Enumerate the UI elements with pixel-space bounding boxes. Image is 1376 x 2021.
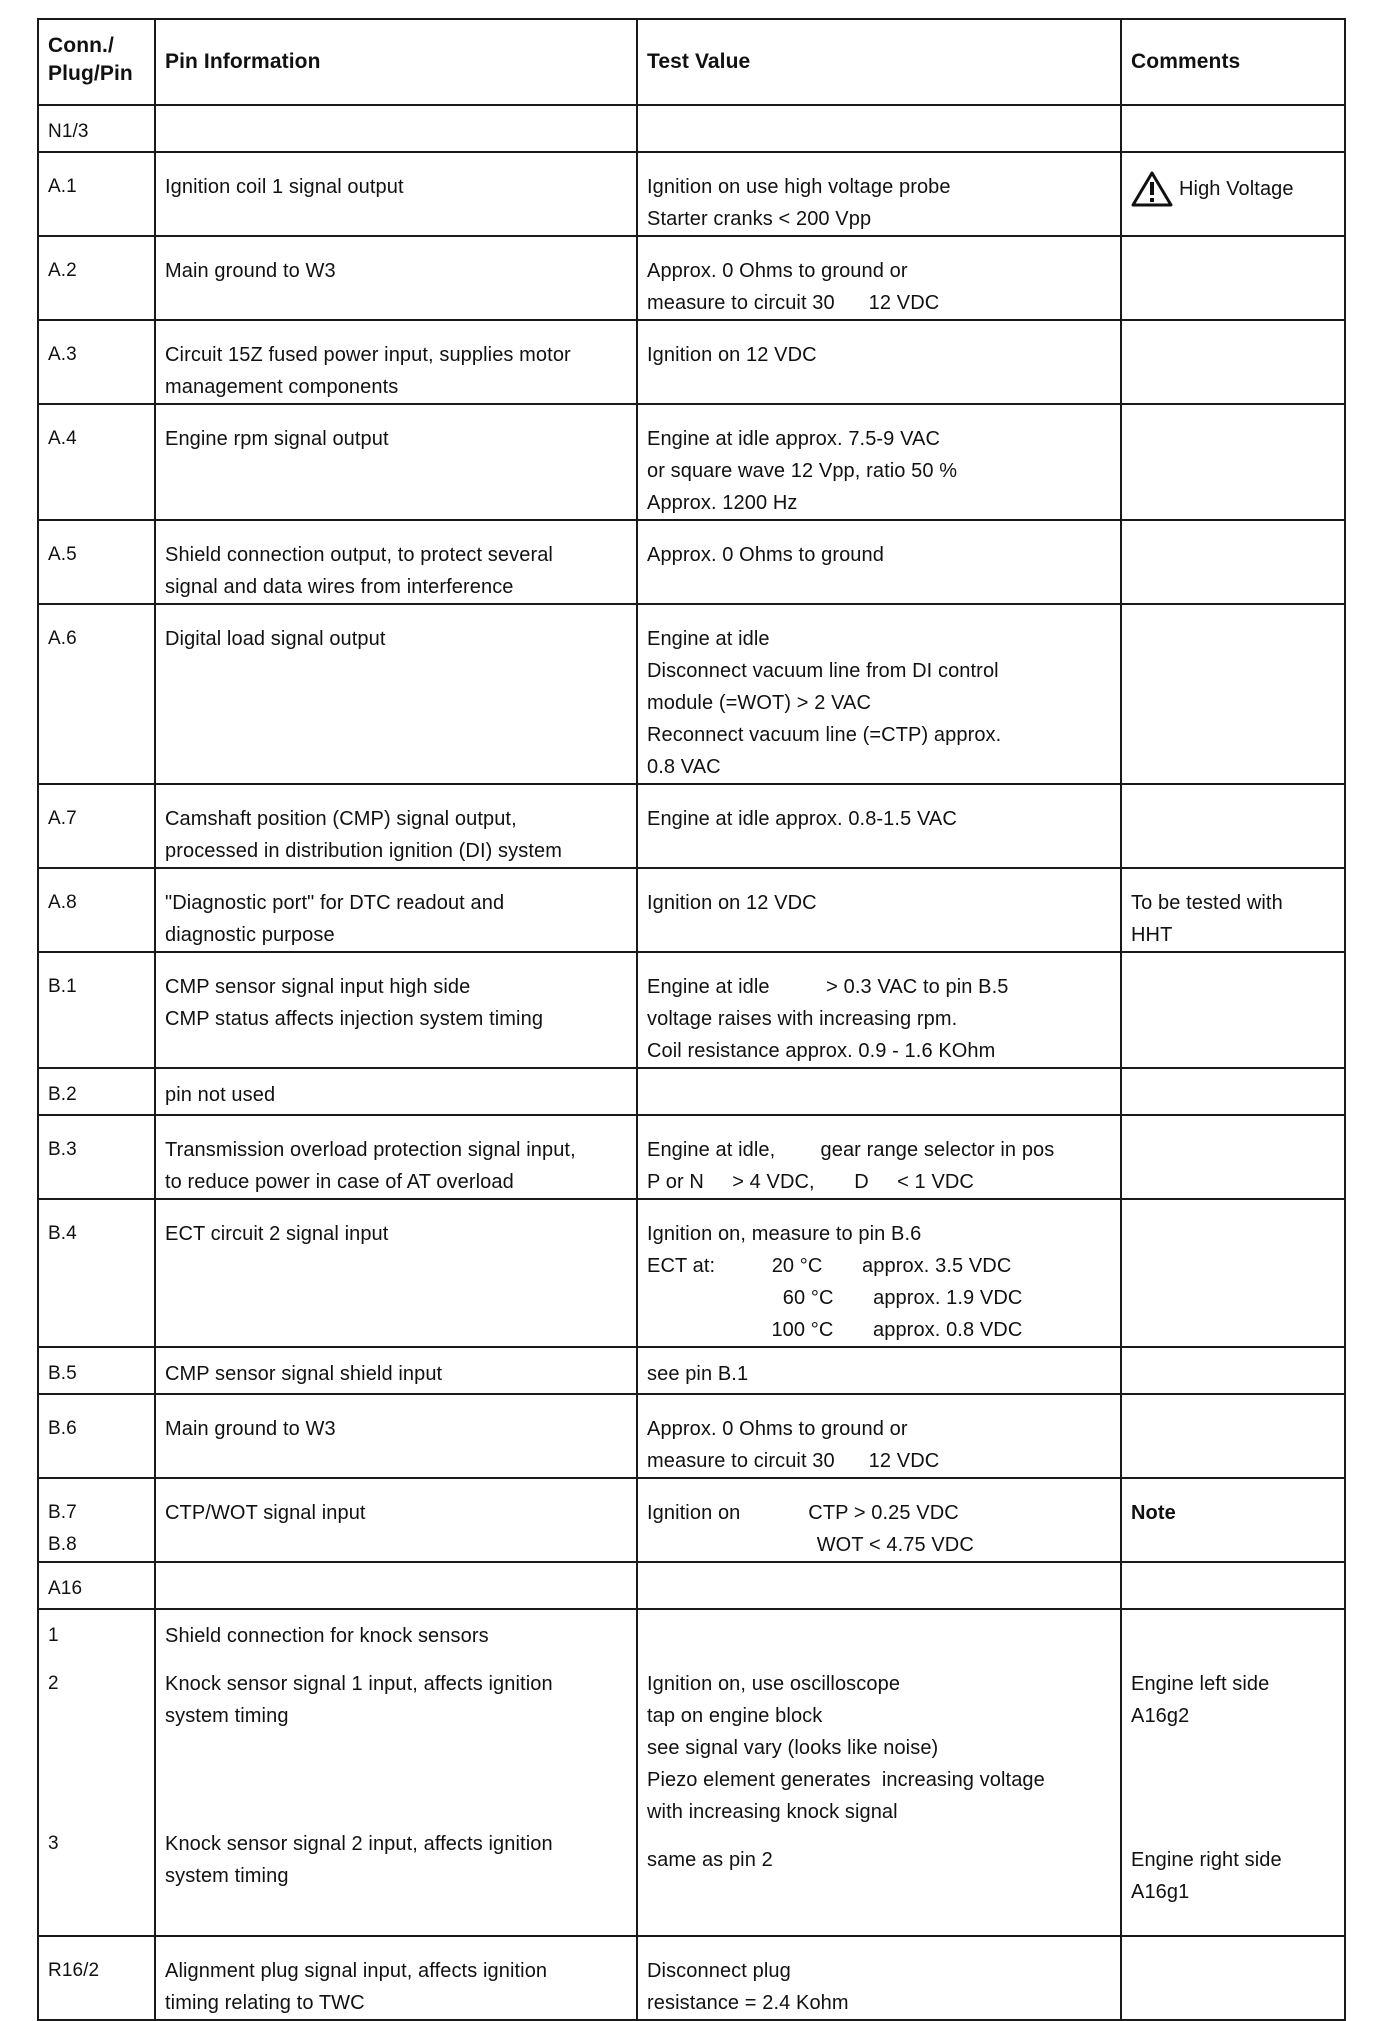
table-row-b1: [38, 952, 1345, 1068]
conn-cell: B.3: [38, 1115, 155, 1199]
pin-info-cell: Transmission overload protection signal input, to reduce power in case of AT overload: [155, 1115, 637, 1199]
header-comments: Comments: [1121, 19, 1345, 105]
pin-info-cell: CMP sensor signal input high side CMP status affects injection system timing: [155, 952, 637, 1068]
table-row-a5: [38, 520, 1345, 604]
pin-info-cell: "Diagnostic port" for DTC readout and diagnostic purpose: [155, 868, 637, 952]
conn-cell: B.1: [38, 952, 155, 1068]
conn-cell: B.4: [38, 1199, 155, 1347]
conn-cell: B.5: [38, 1347, 155, 1394]
test-value-cell: Ignition on 12 VDC: [637, 868, 1121, 952]
table-row-a2: [38, 236, 1345, 320]
pin-info-cell: Main ground to W3: [155, 236, 637, 320]
table-row-a6: [38, 604, 1345, 784]
table-row-a4: [38, 404, 1345, 520]
test-value-cell: see pin B.1: [637, 1347, 1121, 1394]
table-row-b2: [38, 1068, 1345, 1115]
header-test-value: Test Value: [637, 19, 1121, 105]
pin-info-cell: ECT circuit 2 signal input: [155, 1199, 637, 1347]
pin-info-cell: Digital load signal output: [155, 604, 637, 784]
pin-info-cell: Alignment plug signal input, affects ignition timing relating to TWC: [155, 1936, 637, 2020]
conn-cell: B.2: [38, 1068, 155, 1115]
table-row-a8: [38, 868, 1345, 952]
pin-test-table: [37, 18, 1346, 2021]
header-pin-information: Pin Information: [155, 19, 637, 105]
test-value-cell: Ignition on CTP > 0.25 VDC WOT < 4.75 VDC: [637, 1478, 1121, 1562]
conn-cell: A.6: [38, 604, 155, 784]
test-value-cell: Engine at idle approx. 7.5-9 VAC or square wave 12 Vpp, ratio 50 % Approx. 1200 Hz: [637, 404, 1121, 520]
conn-cell: 1 2 3: [38, 1609, 155, 1936]
pin-info-cell: pin not used: [155, 1068, 637, 1115]
test-value-cell: Engine at idle, gear range selector in pos P or N > 4 VDC, D < 1 VDC: [637, 1115, 1121, 1199]
test-value-cell: Ignition on 12 VDC: [637, 320, 1121, 404]
conn-cell: B.6: [38, 1394, 155, 1478]
table-row-a7: [38, 784, 1345, 868]
conn-cell: A.1: [38, 152, 155, 236]
pin-info-cell: Circuit 15Z fused power input, supplies motor management components: [155, 320, 637, 404]
table-row-a3: [38, 320, 1345, 404]
table-row-r16-2: [38, 1936, 1345, 2020]
table-row-b7-b8: [38, 1478, 1345, 1562]
table-row-b4: [38, 1199, 1345, 1347]
comment-cell: Engine left side A16g2 Engine right side A16g1: [1121, 1609, 1345, 1936]
pin-info-cell: Ignition coil 1 signal output: [155, 152, 637, 236]
comment-cell: [1121, 152, 1345, 236]
conn-cell: A.5: [38, 520, 155, 604]
test-value-cell: Approx. 0 Ohms to ground or measure to circuit 30 12 VDC: [637, 236, 1121, 320]
table-row-knock-sensors: [38, 1609, 1345, 1936]
conn-cell: A16: [38, 1562, 155, 1609]
section-row-a16: [38, 1562, 1345, 1609]
warning-triangle-icon: [1131, 171, 1173, 207]
test-value-cell: Approx. 0 Ohms to ground or measure to circuit 30 12 VDC: [637, 1394, 1121, 1478]
test-value-cell: Ignition on, measure to pin B.6 ECT at: 20 °C approx. 3.5 VDC 60 °C approx. 1.9 VDC 100 °C approx. 0.8 VDC: [637, 1199, 1121, 1347]
table-row-b3: [38, 1115, 1345, 1199]
header-row: [38, 19, 1345, 105]
test-value-cell: Ignition on use high voltage probe Starter cranks < 200 Vpp: [637, 152, 1121, 236]
pin-info-cell: CTP/WOT signal input: [155, 1478, 637, 1562]
pin-info-cell: CMP sensor signal shield input: [155, 1347, 637, 1394]
test-value-cell: Engine at idle Disconnect vacuum line from DI control module (=WOT) > 2 VAC Reconnect vacuum line (=CTP) approx. 0.8 VAC: [637, 604, 1121, 784]
test-value-cell: Disconnect plug resistance = 2.4 Kohm: [637, 1936, 1121, 2020]
comment-cell: Note: [1121, 1478, 1345, 1562]
conn-cell: A.7: [38, 784, 155, 868]
conn-cell: A.2: [38, 236, 155, 320]
table-row-b6: [38, 1394, 1345, 1478]
conn-cell: R16/2: [38, 1936, 155, 2020]
test-value-cell: Ignition on, use oscilloscope tap on engine block see signal vary (looks like noise) Piezo element generates increasing voltage with increasing knock signal same as pin 2: [637, 1609, 1121, 1936]
test-value-cell: Approx. 0 Ohms to ground: [637, 520, 1121, 604]
conn-cell: A.3: [38, 320, 155, 404]
test-value-cell: Engine at idle > 0.3 VAC to pin B.5 voltage raises with increasing rpm. Coil resistance approx. 0.9 - 1.6 KOhm: [637, 952, 1121, 1068]
high-voltage-warning: High Voltage: [1131, 171, 1294, 207]
conn-cell: A.4: [38, 404, 155, 520]
section-row-n13: [38, 105, 1345, 152]
pin-info-cell: Shield connection output, to protect several signal and data wires from interference: [155, 520, 637, 604]
comment-cell: To be tested with HHT: [1121, 868, 1345, 952]
pin-info-cell: Camshaft position (CMP) signal output, processed in distribution ignition (DI) system: [155, 784, 637, 868]
table-row-b5: [38, 1347, 1345, 1394]
pin-info-cell: Main ground to W3: [155, 1394, 637, 1478]
test-value-cell: Engine at idle approx. 0.8-1.5 VAC: [637, 784, 1121, 868]
pin-info-cell: Shield connection for knock sensors Knock sensor signal 1 input, affects ignition system timing Knock sensor signal 2 input, affects ignition system timing: [155, 1609, 637, 1936]
conn-cell: N1/3: [38, 105, 155, 152]
pin-info-cell: Engine rpm signal output: [155, 404, 637, 520]
conn-cell: B.7 B.8: [38, 1478, 155, 1562]
header-conn: Conn./ Plug/Pin: [38, 19, 155, 105]
conn-cell: A.8: [38, 868, 155, 952]
table-row-a1: [38, 152, 1345, 236]
